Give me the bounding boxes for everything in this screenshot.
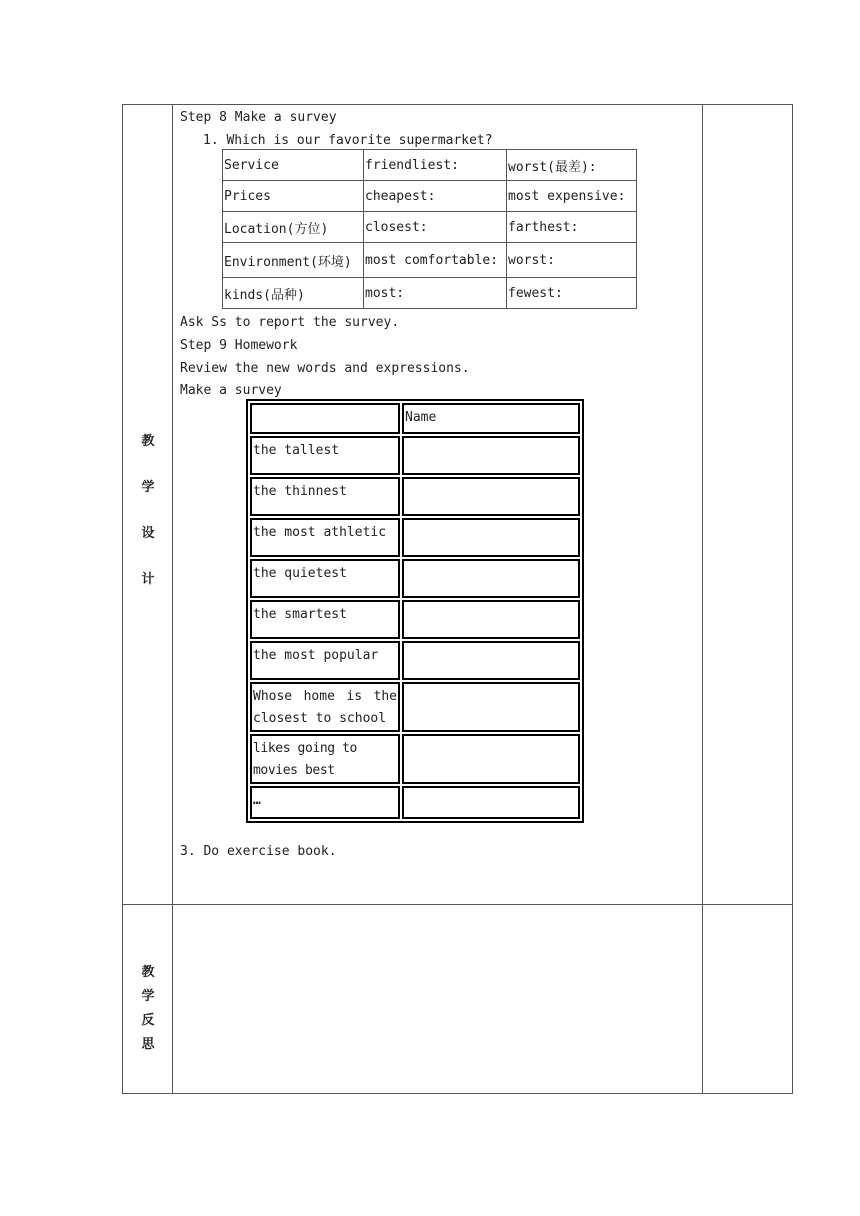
survey-answer-cell bbox=[402, 641, 580, 680]
table-row bbox=[250, 436, 580, 475]
table-row bbox=[250, 682, 580, 732]
survey-row-label: the most athletic bbox=[250, 518, 400, 557]
table-row bbox=[250, 559, 580, 598]
survey-answer-cell bbox=[402, 786, 580, 819]
side-label-reflection-1: 教 bbox=[141, 965, 155, 980]
table-row bbox=[223, 278, 637, 309]
table-cell: closest: bbox=[364, 212, 507, 243]
survey-answer-cell bbox=[402, 734, 580, 784]
table-cell: most: bbox=[364, 278, 507, 309]
table-cell: most comfortable: bbox=[364, 243, 507, 278]
survey-row-label: … bbox=[250, 786, 400, 819]
table-cell: friendliest: bbox=[364, 150, 507, 181]
make-survey-heading: Make a survey bbox=[180, 383, 282, 398]
class-survey-table bbox=[246, 399, 584, 823]
survey-row-label: the thinnest bbox=[250, 477, 400, 516]
survey-row-label: the most popular bbox=[250, 641, 400, 680]
table-row bbox=[250, 518, 580, 557]
table-row bbox=[223, 212, 637, 243]
table-row bbox=[250, 403, 580, 434]
survey-row-label: the quietest bbox=[250, 559, 400, 598]
table-row bbox=[250, 477, 580, 516]
table-cell: most expensive: bbox=[507, 181, 637, 212]
step9-heading: Step 9 Homework bbox=[180, 338, 298, 353]
survey-row-label: the tallest bbox=[250, 436, 400, 475]
table-row bbox=[250, 734, 580, 784]
step8-heading: Step 8 Make a survey bbox=[180, 110, 337, 125]
table-cell: Location(方位) bbox=[223, 212, 364, 243]
table-row bbox=[223, 181, 637, 212]
table-cell: Prices bbox=[223, 181, 364, 212]
survey-answer-cell bbox=[402, 600, 580, 639]
table-cell: Environment(环境) bbox=[223, 243, 364, 278]
table-cell: farthest: bbox=[507, 212, 637, 243]
column-divider-right bbox=[702, 105, 703, 1093]
survey-answer-cell bbox=[402, 559, 580, 598]
supermarket-survey-table bbox=[222, 149, 637, 309]
side-label-reflection-3: 反 bbox=[141, 1013, 155, 1028]
side-label-design-1: 教 bbox=[141, 434, 155, 449]
report-instruction: Ask Ss to report the survey. bbox=[180, 315, 400, 330]
table-row bbox=[223, 150, 637, 181]
survey-header-name: Name bbox=[402, 403, 580, 434]
table-row bbox=[250, 600, 580, 639]
review-instruction: Review the new words and expressions. bbox=[180, 361, 470, 376]
side-label-reflection-4: 思 bbox=[141, 1037, 155, 1052]
column-divider-left bbox=[172, 105, 173, 1093]
survey-answer-cell bbox=[402, 436, 580, 475]
survey-answer-cell bbox=[402, 477, 580, 516]
table-row bbox=[250, 641, 580, 680]
side-label-reflection-2: 学 bbox=[141, 989, 155, 1004]
row-divider bbox=[123, 904, 792, 905]
table-cell: Service bbox=[223, 150, 364, 181]
survey-row-label: Whose home is the closest to school bbox=[250, 682, 400, 732]
table-row bbox=[223, 243, 637, 278]
survey-answer-cell bbox=[402, 682, 580, 732]
question-1: 1. Which is our favorite supermarket? bbox=[203, 133, 493, 148]
survey-answer-cell bbox=[402, 518, 580, 557]
survey-header-blank bbox=[250, 403, 400, 434]
survey-row-label: likes going to movies best bbox=[250, 734, 400, 784]
side-label-design-2: 学 bbox=[141, 480, 155, 495]
exercise-instruction: 3. Do exercise book. bbox=[180, 844, 337, 859]
table-cell: fewest: bbox=[507, 278, 637, 309]
table-cell: worst(最差): bbox=[507, 150, 637, 181]
survey-row-label: the smartest bbox=[250, 600, 400, 639]
side-label-design-3: 设 bbox=[141, 526, 155, 541]
table-cell: worst: bbox=[507, 243, 637, 278]
table-cell: kinds(品种) bbox=[223, 278, 364, 309]
side-label-design-4: 计 bbox=[141, 572, 155, 587]
table-row bbox=[250, 786, 580, 819]
table-cell: cheapest: bbox=[364, 181, 507, 212]
